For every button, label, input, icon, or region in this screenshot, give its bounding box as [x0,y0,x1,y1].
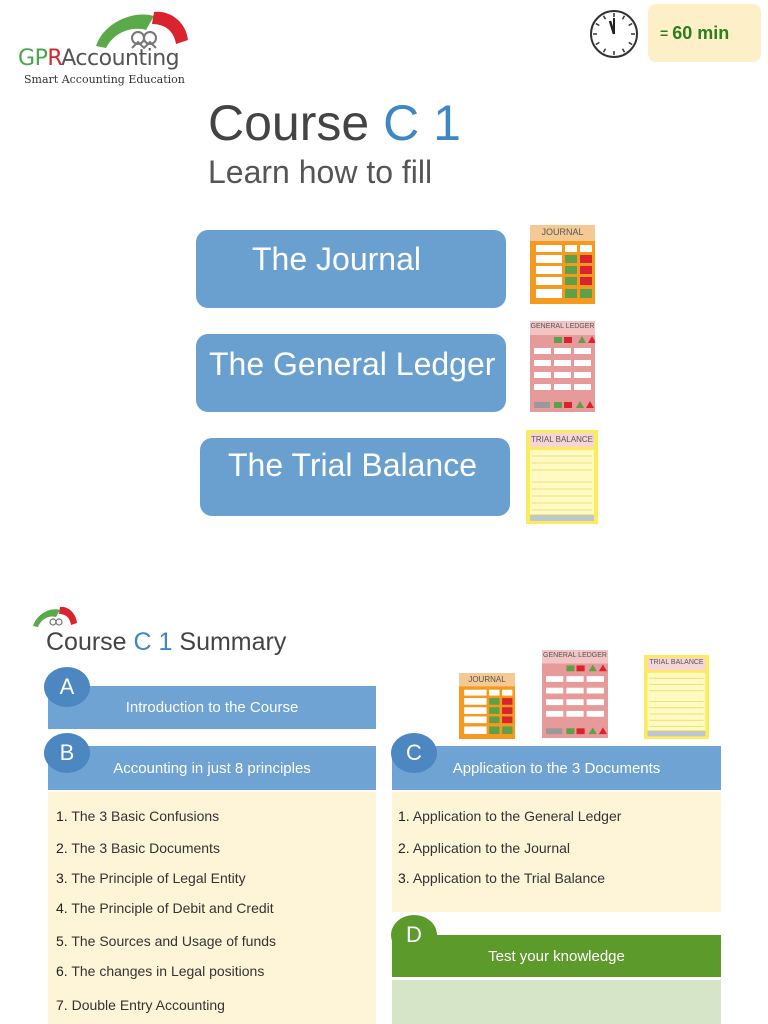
section-d-panel [392,980,721,1024]
summary-trial-label: TRIAL BALANCE [649,659,704,666]
journal-button[interactable]: The Journal [196,230,506,308]
list-item[interactable]: 4. The Principle of Debit and Credit [56,900,274,916]
brand-wordmark: GPRAccounting [18,46,180,71]
list-item[interactable]: 3. The Principle of Legal Entity [56,870,246,886]
section-a-badge: A [44,667,90,707]
summary-ledger-label: GENERAL LEDGER [543,652,607,659]
brand-tagline: Smart Accounting Education [24,73,185,86]
clock-icon [588,8,640,60]
section-c-list [392,792,721,912]
page-title: Course C 1 [208,95,461,151]
section-c-header[interactable]: Application to the 3 Documents [392,746,721,790]
list-item[interactable]: 2. Application to the Journal [398,840,571,856]
brand-logo [18,8,193,90]
journal-thumb-label: JOURNAL [541,227,584,237]
list-item[interactable]: 1. The 3 Basic Confusions [56,808,220,824]
section-d-header[interactable]: Test your knowledge [392,935,721,977]
general-ledger-button[interactable]: The General Ledger [196,334,506,412]
journal-thumbnail [530,225,595,304]
section-b-header[interactable]: Accounting in just 8 principles [48,746,376,790]
list-item[interactable]: 1. Application to the General Ledger [398,808,622,824]
section-c-badge: C [391,733,437,773]
list-item[interactable]: 7. Double Entry Accounting [56,997,225,1013]
section-a-header[interactable]: Introduction to the Course [48,686,376,729]
section-b-list [48,792,376,1024]
list-item[interactable]: 2. The 3 Basic Documents [56,840,220,856]
summary-journal-thumbnail [459,673,515,739]
summary-ledger-thumbnail [542,650,608,738]
section-d-badge: D [391,915,437,955]
summary-journal-label: JOURNAL [468,675,506,684]
list-item[interactable]: 6. The changes in Legal positions [56,963,265,979]
summary-title: Course C 1 Summary [46,628,287,656]
list-item[interactable]: 3. Application to the Trial Balance [398,870,606,886]
general-ledger-thumbnail [530,321,595,412]
ledger-thumb-label: GENERAL LEDGER [530,323,595,330]
summary-trial-thumbnail [644,655,709,739]
trial-balance-thumbnail [526,430,598,524]
trial-thumb-label: TRIAL BALANCE [531,435,593,444]
list-item[interactable]: 5. The Sources and Usage of funds [56,933,277,949]
page-subtitle: Learn how to fill [208,154,433,190]
summary-logo-icon [32,604,78,630]
trial-balance-button[interactable]: The Trial Balance [200,438,510,516]
duration-eq: = [660,25,669,41]
duration-value: 60 min [672,22,730,43]
duration-badge [648,4,761,62]
section-b-badge: B [44,733,90,773]
